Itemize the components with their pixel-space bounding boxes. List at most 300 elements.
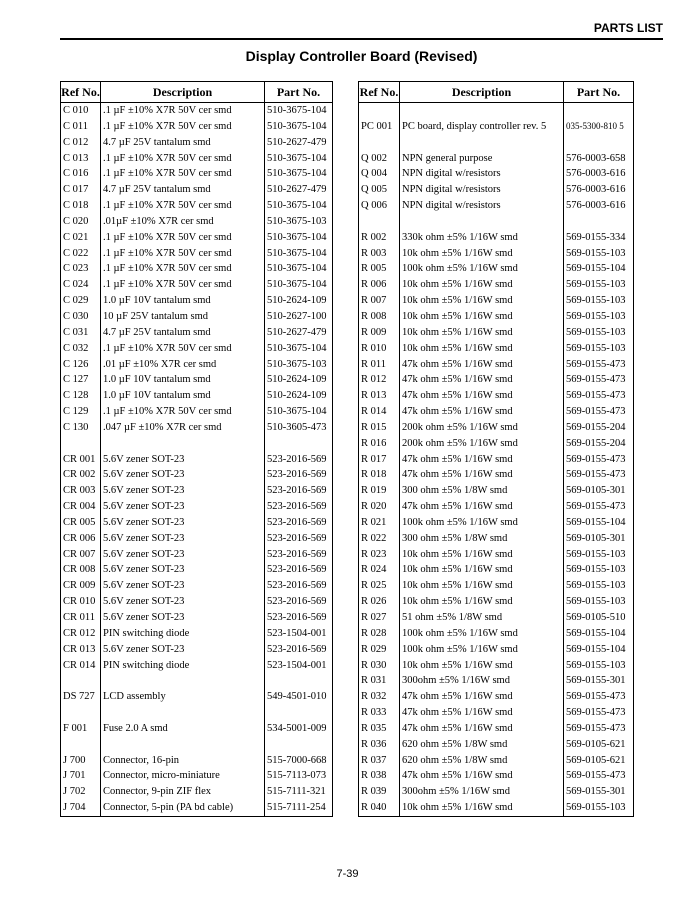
ref-no-cell: CR 007 (61, 547, 101, 563)
part-no-cell: 569-0155-103 (564, 578, 634, 594)
part-no-cell: 569-0155-473 (564, 768, 634, 784)
table-row (61, 483, 333, 499)
table-row (359, 214, 634, 230)
ref-no-cell: R 011 (359, 357, 400, 373)
description-cell: Connector, 16-pin (101, 753, 265, 769)
table-row (61, 404, 333, 420)
description-cell: 47k ohm ±5% 1/16W smd (400, 721, 564, 737)
ref-no-header: Ref No. (359, 82, 400, 103)
part-no-cell: 534-5001-009 (265, 721, 333, 737)
description-cell: 330k ohm ±5% 1/16W smd (400, 230, 564, 246)
ref-no-cell: C 021 (61, 230, 101, 246)
description-cell (101, 673, 265, 689)
part-no-cell: 569-0155-104 (564, 261, 634, 277)
part-no-cell: 569-0155-104 (564, 515, 634, 531)
description-cell: 5.6V zener SOT-23 (101, 515, 265, 531)
ref-no-cell: C 031 (61, 325, 101, 341)
table-row (359, 277, 634, 293)
part-no-cell: 510-3675-104 (265, 404, 333, 420)
part-no-cell: 569-0155-473 (564, 452, 634, 468)
table-row (359, 309, 634, 325)
description-cell: 47k ohm ±5% 1/16W smd (400, 388, 564, 404)
part-no-cell: 510-3675-103 (265, 357, 333, 373)
part-no-cell: 523-2016-569 (265, 578, 333, 594)
description-cell: 200k ohm ±5% 1/16W smd (400, 420, 564, 436)
table-row (359, 325, 634, 341)
description-cell: 10k ohm ±5% 1/16W smd (400, 658, 564, 674)
table-row (61, 325, 333, 341)
description-cell: 10k ohm ±5% 1/16W smd (400, 594, 564, 610)
table-row (61, 309, 333, 325)
table-row (359, 119, 634, 135)
part-no-cell: 523-2016-569 (265, 483, 333, 499)
part-no-cell: 523-2016-569 (265, 594, 333, 610)
description-cell: 5.6V zener SOT-23 (101, 547, 265, 563)
description-cell: 1.0 µF 10V tantalum smd (101, 293, 265, 309)
ref-no-cell: R 031 (359, 673, 400, 689)
ref-no-cell: C 128 (61, 388, 101, 404)
description-cell: 5.6V zener SOT-23 (101, 642, 265, 658)
description-cell (400, 135, 564, 151)
part-no-cell: 576-0003-616 (564, 166, 634, 182)
ref-no-cell: R 013 (359, 388, 400, 404)
table-row (359, 467, 634, 483)
table-row (61, 261, 333, 277)
table-row (359, 261, 634, 277)
part-no-cell: 569-0155-473 (564, 705, 634, 721)
part-no-cell: 569-0105-621 (564, 737, 634, 753)
table-row (61, 388, 333, 404)
description-cell: .01µF ±10% X7R cer smd (101, 214, 265, 230)
description-cell: 5.6V zener SOT-23 (101, 452, 265, 468)
description-cell (400, 214, 564, 230)
part-no-cell: 569-0155-103 (564, 562, 634, 578)
ref-no-cell: Q 005 (359, 182, 400, 198)
ref-no-cell: C 127 (61, 372, 101, 388)
description-cell (400, 103, 564, 119)
description-cell: 5.6V zener SOT-23 (101, 610, 265, 626)
ref-no-cell: R 026 (359, 594, 400, 610)
ref-no-cell: C 023 (61, 261, 101, 277)
ref-no-cell: R 003 (359, 246, 400, 262)
ref-no-cell: CR 014 (61, 658, 101, 674)
part-no-cell: 569-0155-104 (564, 626, 634, 642)
description-cell: .1 µF ±10% X7R 50V cer smd (101, 261, 265, 277)
table-row (61, 166, 333, 182)
ref-no-cell: C 129 (61, 404, 101, 420)
part-no-cell: 523-2016-569 (265, 531, 333, 547)
part-no-cell: 569-0155-473 (564, 388, 634, 404)
ref-no-cell: R 033 (359, 705, 400, 721)
description-cell: 1.0 µF 10V tantalum smd (101, 372, 265, 388)
part-no-cell (564, 103, 634, 119)
table-row (61, 721, 333, 737)
ref-no-cell: F 001 (61, 721, 101, 737)
table-row (359, 626, 634, 642)
part-no-cell: 510-2624-109 (265, 388, 333, 404)
table-row (61, 642, 333, 658)
description-cell: 1.0 µF 10V tantalum smd (101, 388, 265, 404)
ref-no-cell: CR 001 (61, 452, 101, 468)
ref-no-cell: CR 013 (61, 642, 101, 658)
table-row (359, 483, 634, 499)
part-no-cell: 510-2627-100 (265, 309, 333, 325)
ref-no-cell (359, 103, 400, 119)
ref-no-cell: DS 727 (61, 689, 101, 705)
page-title: Display Controller Board (Revised) (245, 48, 478, 64)
part-no-header: Part No. (265, 82, 333, 103)
table-row (61, 547, 333, 563)
part-no-cell: 523-2016-569 (265, 610, 333, 626)
part-no-cell: 569-0155-204 (564, 420, 634, 436)
description-cell: .1 µF ±10% X7R 50V cer smd (101, 404, 265, 420)
table-row (359, 341, 634, 357)
part-no-cell: 510-3675-104 (265, 230, 333, 246)
description-cell: 47k ohm ±5% 1/16W smd (400, 452, 564, 468)
ref-no-cell: R 008 (359, 309, 400, 325)
table-row (61, 531, 333, 547)
ref-no-cell: C 029 (61, 293, 101, 309)
description-cell: 4.7 µF 25V tantalum smd (101, 182, 265, 198)
description-cell: 47k ohm ±5% 1/16W smd (400, 467, 564, 483)
part-no-cell: 510-3605-473 (265, 420, 333, 436)
ref-no-cell: CR 006 (61, 531, 101, 547)
part-no-cell: 510-3675-104 (265, 246, 333, 262)
description-cell: 5.6V zener SOT-23 (101, 483, 265, 499)
ref-no-cell: CR 011 (61, 610, 101, 626)
description-cell: PC board, display controller rev. 5 (400, 119, 564, 135)
part-no-cell: 569-0155-473 (564, 689, 634, 705)
table-row (61, 436, 333, 452)
description-cell: 300 ohm ±5% 1/8W smd (400, 531, 564, 547)
description-cell: 620 ohm ±5% 1/8W smd (400, 737, 564, 753)
table-row (61, 230, 333, 246)
part-no-cell: 510-2624-109 (265, 293, 333, 309)
description-cell: Connector, micro-miniature (101, 768, 265, 784)
table-row (359, 182, 634, 198)
ref-no-cell: C 022 (61, 246, 101, 262)
ref-no-cell (61, 436, 101, 452)
ref-no-cell: J 702 (61, 784, 101, 800)
description-cell: 100k ohm ±5% 1/16W smd (400, 261, 564, 277)
part-no-cell: 569-0155-301 (564, 784, 634, 800)
ref-no-cell: R 040 (359, 800, 400, 816)
part-no-cell: 569-0155-103 (564, 293, 634, 309)
description-cell: 10k ohm ±5% 1/16W smd (400, 277, 564, 293)
description-cell: 5.6V zener SOT-23 (101, 562, 265, 578)
part-no-cell: 569-0155-103 (564, 800, 634, 816)
part-no-cell: 523-2016-569 (265, 499, 333, 515)
ref-no-cell: R 038 (359, 768, 400, 784)
part-no-cell: 569-0155-103 (564, 277, 634, 293)
ref-no-cell: R 006 (359, 277, 400, 293)
ref-no-cell: R 027 (359, 610, 400, 626)
ref-no-cell: J 700 (61, 753, 101, 769)
part-no-cell: 035-5300-810 5 (564, 119, 634, 135)
description-header: Description (101, 82, 265, 103)
table-row (359, 198, 634, 214)
description-cell: PIN switching diode (101, 658, 265, 674)
description-cell: 10k ohm ±5% 1/16W smd (400, 325, 564, 341)
part-no-cell: 569-0155-103 (564, 309, 634, 325)
description-cell: .1 µF ±10% X7R 50V cer smd (101, 277, 265, 293)
table-row (359, 784, 634, 800)
table-row (359, 357, 634, 373)
page-number: 7-39 (336, 868, 359, 880)
part-no-cell: 510-2627-479 (265, 135, 333, 151)
table-row (359, 404, 634, 420)
table-row (61, 658, 333, 674)
table-row (359, 753, 634, 769)
part-no-cell: 510-3675-104 (265, 341, 333, 357)
ref-no-cell: C 012 (61, 135, 101, 151)
table-row (61, 578, 333, 594)
part-no-cell (265, 737, 333, 753)
part-no-cell: 510-3675-104 (265, 119, 333, 135)
part-no-cell: 569-0155-473 (564, 467, 634, 483)
description-cell: 5.6V zener SOT-23 (101, 467, 265, 483)
part-no-cell: 576-0003-616 (564, 198, 634, 214)
table-row (61, 182, 333, 198)
ref-no-cell: R 028 (359, 626, 400, 642)
description-cell: 200k ohm ±5% 1/16W smd (400, 436, 564, 452)
table-row (359, 689, 634, 705)
part-no-cell: 510-3675-104 (265, 198, 333, 214)
part-no-cell: 510-3675-104 (265, 166, 333, 182)
description-cell: 5.6V zener SOT-23 (101, 499, 265, 515)
ref-no-cell: R 029 (359, 642, 400, 658)
part-no-cell: 576-0003-616 (564, 182, 634, 198)
description-header: Description (400, 82, 564, 103)
description-cell: Fuse 2.0 A smd (101, 721, 265, 737)
part-no-cell: 515-7113-073 (265, 768, 333, 784)
part-no-cell: 510-3675-104 (265, 261, 333, 277)
table-row (61, 800, 333, 816)
table-row (61, 420, 333, 436)
ref-no-cell: R 014 (359, 404, 400, 420)
description-cell: 10 µF 25V tantalum smd (101, 309, 265, 325)
part-no-cell: 515-7000-668 (265, 753, 333, 769)
part-no-cell: 510-2624-109 (265, 372, 333, 388)
description-cell: 620 ohm ±5% 1/8W smd (400, 753, 564, 769)
ref-no-cell: R 023 (359, 547, 400, 563)
parts-table-left (60, 81, 333, 817)
table-row (359, 515, 634, 531)
table-header-row (359, 82, 634, 103)
ref-no-cell: R 015 (359, 420, 400, 436)
table-row (359, 658, 634, 674)
description-cell: 300ohm ±5% 1/16W smd (400, 784, 564, 800)
part-no-cell: 569-0105-301 (564, 483, 634, 499)
part-no-cell: 569-0155-473 (564, 404, 634, 420)
part-no-cell: 523-2016-569 (265, 467, 333, 483)
description-cell: 47k ohm ±5% 1/16W smd (400, 372, 564, 388)
ref-no-cell: R 009 (359, 325, 400, 341)
part-no-cell: 510-3675-104 (265, 151, 333, 167)
table-row (359, 768, 634, 784)
description-cell: .1 µF ±10% X7R 50V cer smd (101, 198, 265, 214)
ref-no-cell: PC 001 (359, 119, 400, 135)
ref-no-cell: R 012 (359, 372, 400, 388)
ref-no-cell: R 025 (359, 578, 400, 594)
description-cell (101, 737, 265, 753)
ref-no-cell: J 701 (61, 768, 101, 784)
table-row (61, 293, 333, 309)
table-row (359, 372, 634, 388)
description-cell: 47k ohm ±5% 1/16W smd (400, 404, 564, 420)
table-row (359, 594, 634, 610)
ref-no-cell: C 020 (61, 214, 101, 230)
ref-no-cell: R 002 (359, 230, 400, 246)
description-cell: 10k ohm ±5% 1/16W smd (400, 562, 564, 578)
part-no-cell (265, 673, 333, 689)
part-no-cell: 523-2016-569 (265, 547, 333, 563)
table-row (359, 705, 634, 721)
ref-no-cell: C 013 (61, 151, 101, 167)
table-row (61, 452, 333, 468)
table-row (61, 705, 333, 721)
table-row (61, 784, 333, 800)
table-row (359, 246, 634, 262)
description-cell: 100k ohm ±5% 1/16W smd (400, 626, 564, 642)
table-row (61, 689, 333, 705)
table-row (61, 341, 333, 357)
description-cell: 47k ohm ±5% 1/16W smd (400, 357, 564, 373)
ref-no-cell: R 019 (359, 483, 400, 499)
description-cell: 10k ohm ±5% 1/16W smd (400, 341, 564, 357)
part-no-cell (564, 214, 634, 230)
ref-no-cell: C 024 (61, 277, 101, 293)
description-cell (101, 436, 265, 452)
ref-no-cell: R 020 (359, 499, 400, 515)
ref-no-cell: Q 002 (359, 151, 400, 167)
description-cell: 5.6V zener SOT-23 (101, 578, 265, 594)
ref-no-cell: R 022 (359, 531, 400, 547)
ref-no-cell: CR 005 (61, 515, 101, 531)
description-cell: 10k ohm ±5% 1/16W smd (400, 800, 564, 816)
ref-no-cell: R 021 (359, 515, 400, 531)
table-row (61, 594, 333, 610)
ref-no-cell: C 011 (61, 119, 101, 135)
table-row (359, 562, 634, 578)
description-cell: 4.7 µF 25V tantalum smd (101, 135, 265, 151)
table-row (359, 166, 634, 182)
description-cell: .1 µF ±10% X7R 50V cer smd (101, 119, 265, 135)
description-cell: 4.7 µF 25V tantalum smd (101, 325, 265, 341)
description-cell: 47k ohm ±5% 1/16W smd (400, 689, 564, 705)
description-cell: 100k ohm ±5% 1/16W smd (400, 515, 564, 531)
description-cell: 5.6V zener SOT-23 (101, 594, 265, 610)
table-row (61, 135, 333, 151)
description-cell: 10k ohm ±5% 1/16W smd (400, 293, 564, 309)
table-row (359, 103, 634, 119)
ref-no-cell: CR 004 (61, 499, 101, 515)
table-row (359, 452, 634, 468)
table-row (359, 436, 634, 452)
description-cell: 47k ohm ±5% 1/16W smd (400, 499, 564, 515)
part-no-cell: 569-0155-103 (564, 341, 634, 357)
table-row (359, 673, 634, 689)
table-header-row (61, 82, 333, 103)
description-cell: 10k ohm ±5% 1/16W smd (400, 547, 564, 563)
table-row (359, 721, 634, 737)
part-no-cell: 569-0155-473 (564, 499, 634, 515)
table-row (61, 246, 333, 262)
description-cell: LCD assembly (101, 689, 265, 705)
table-row (359, 531, 634, 547)
table-row (359, 610, 634, 626)
description-cell: NPN digital w/resistors (400, 182, 564, 198)
part-no-cell: 569-0105-510 (564, 610, 634, 626)
table-row (61, 151, 333, 167)
table-row (359, 135, 634, 151)
part-no-cell: 523-1504-001 (265, 658, 333, 674)
part-no-cell: 523-2016-569 (265, 515, 333, 531)
description-cell (101, 705, 265, 721)
part-no-cell: 569-0155-204 (564, 436, 634, 452)
ref-no-cell: C 126 (61, 357, 101, 373)
ref-no-cell: R 018 (359, 467, 400, 483)
ref-no-cell: C 017 (61, 182, 101, 198)
part-no-cell: 569-0155-104 (564, 642, 634, 658)
part-no-cell: 569-0105-301 (564, 531, 634, 547)
ref-no-cell (359, 135, 400, 151)
ref-no-cell: R 037 (359, 753, 400, 769)
ref-no-cell: Q 004 (359, 166, 400, 182)
table-row (61, 515, 333, 531)
header-rule (60, 38, 663, 40)
description-cell: 10k ohm ±5% 1/16W smd (400, 246, 564, 262)
ref-no-cell: R 030 (359, 658, 400, 674)
part-no-cell: 576-0003-658 (564, 151, 634, 167)
ref-no-cell (61, 737, 101, 753)
description-cell: .1 µF ±10% X7R 50V cer smd (101, 166, 265, 182)
ref-no-cell (61, 673, 101, 689)
part-no-cell: 569-0155-334 (564, 230, 634, 246)
table-row (359, 151, 634, 167)
table-row (61, 214, 333, 230)
description-cell: NPN general purpose (400, 151, 564, 167)
description-cell: 47k ohm ±5% 1/16W smd (400, 705, 564, 721)
table-row (359, 800, 634, 816)
ref-no-cell: CR 009 (61, 578, 101, 594)
table-row (359, 578, 634, 594)
ref-no-cell (61, 705, 101, 721)
description-cell: .1 µF ±10% X7R 50V cer smd (101, 151, 265, 167)
ref-no-cell: R 032 (359, 689, 400, 705)
part-no-cell: 569-0155-103 (564, 658, 634, 674)
part-no-cell: 510-3675-103 (265, 214, 333, 230)
ref-no-cell: C 130 (61, 420, 101, 436)
table-row (61, 499, 333, 515)
part-no-cell: 523-1504-001 (265, 626, 333, 642)
description-cell: .1 µF ±10% X7R 50V cer smd (101, 246, 265, 262)
part-no-cell: 569-0155-473 (564, 357, 634, 373)
description-cell: Connector, 9-pin ZIF flex (101, 784, 265, 800)
ref-no-cell: C 032 (61, 341, 101, 357)
ref-no-cell: R 024 (359, 562, 400, 578)
part-no-cell (265, 436, 333, 452)
table-row (359, 230, 634, 246)
part-no-cell: 510-3675-104 (265, 103, 333, 119)
description-cell: 47k ohm ±5% 1/16W smd (400, 768, 564, 784)
table-row (359, 547, 634, 563)
part-no-cell: 569-0155-301 (564, 673, 634, 689)
table-row (359, 420, 634, 436)
table-row (359, 642, 634, 658)
description-cell: NPN digital w/resistors (400, 166, 564, 182)
part-no-cell: 569-0155-103 (564, 594, 634, 610)
